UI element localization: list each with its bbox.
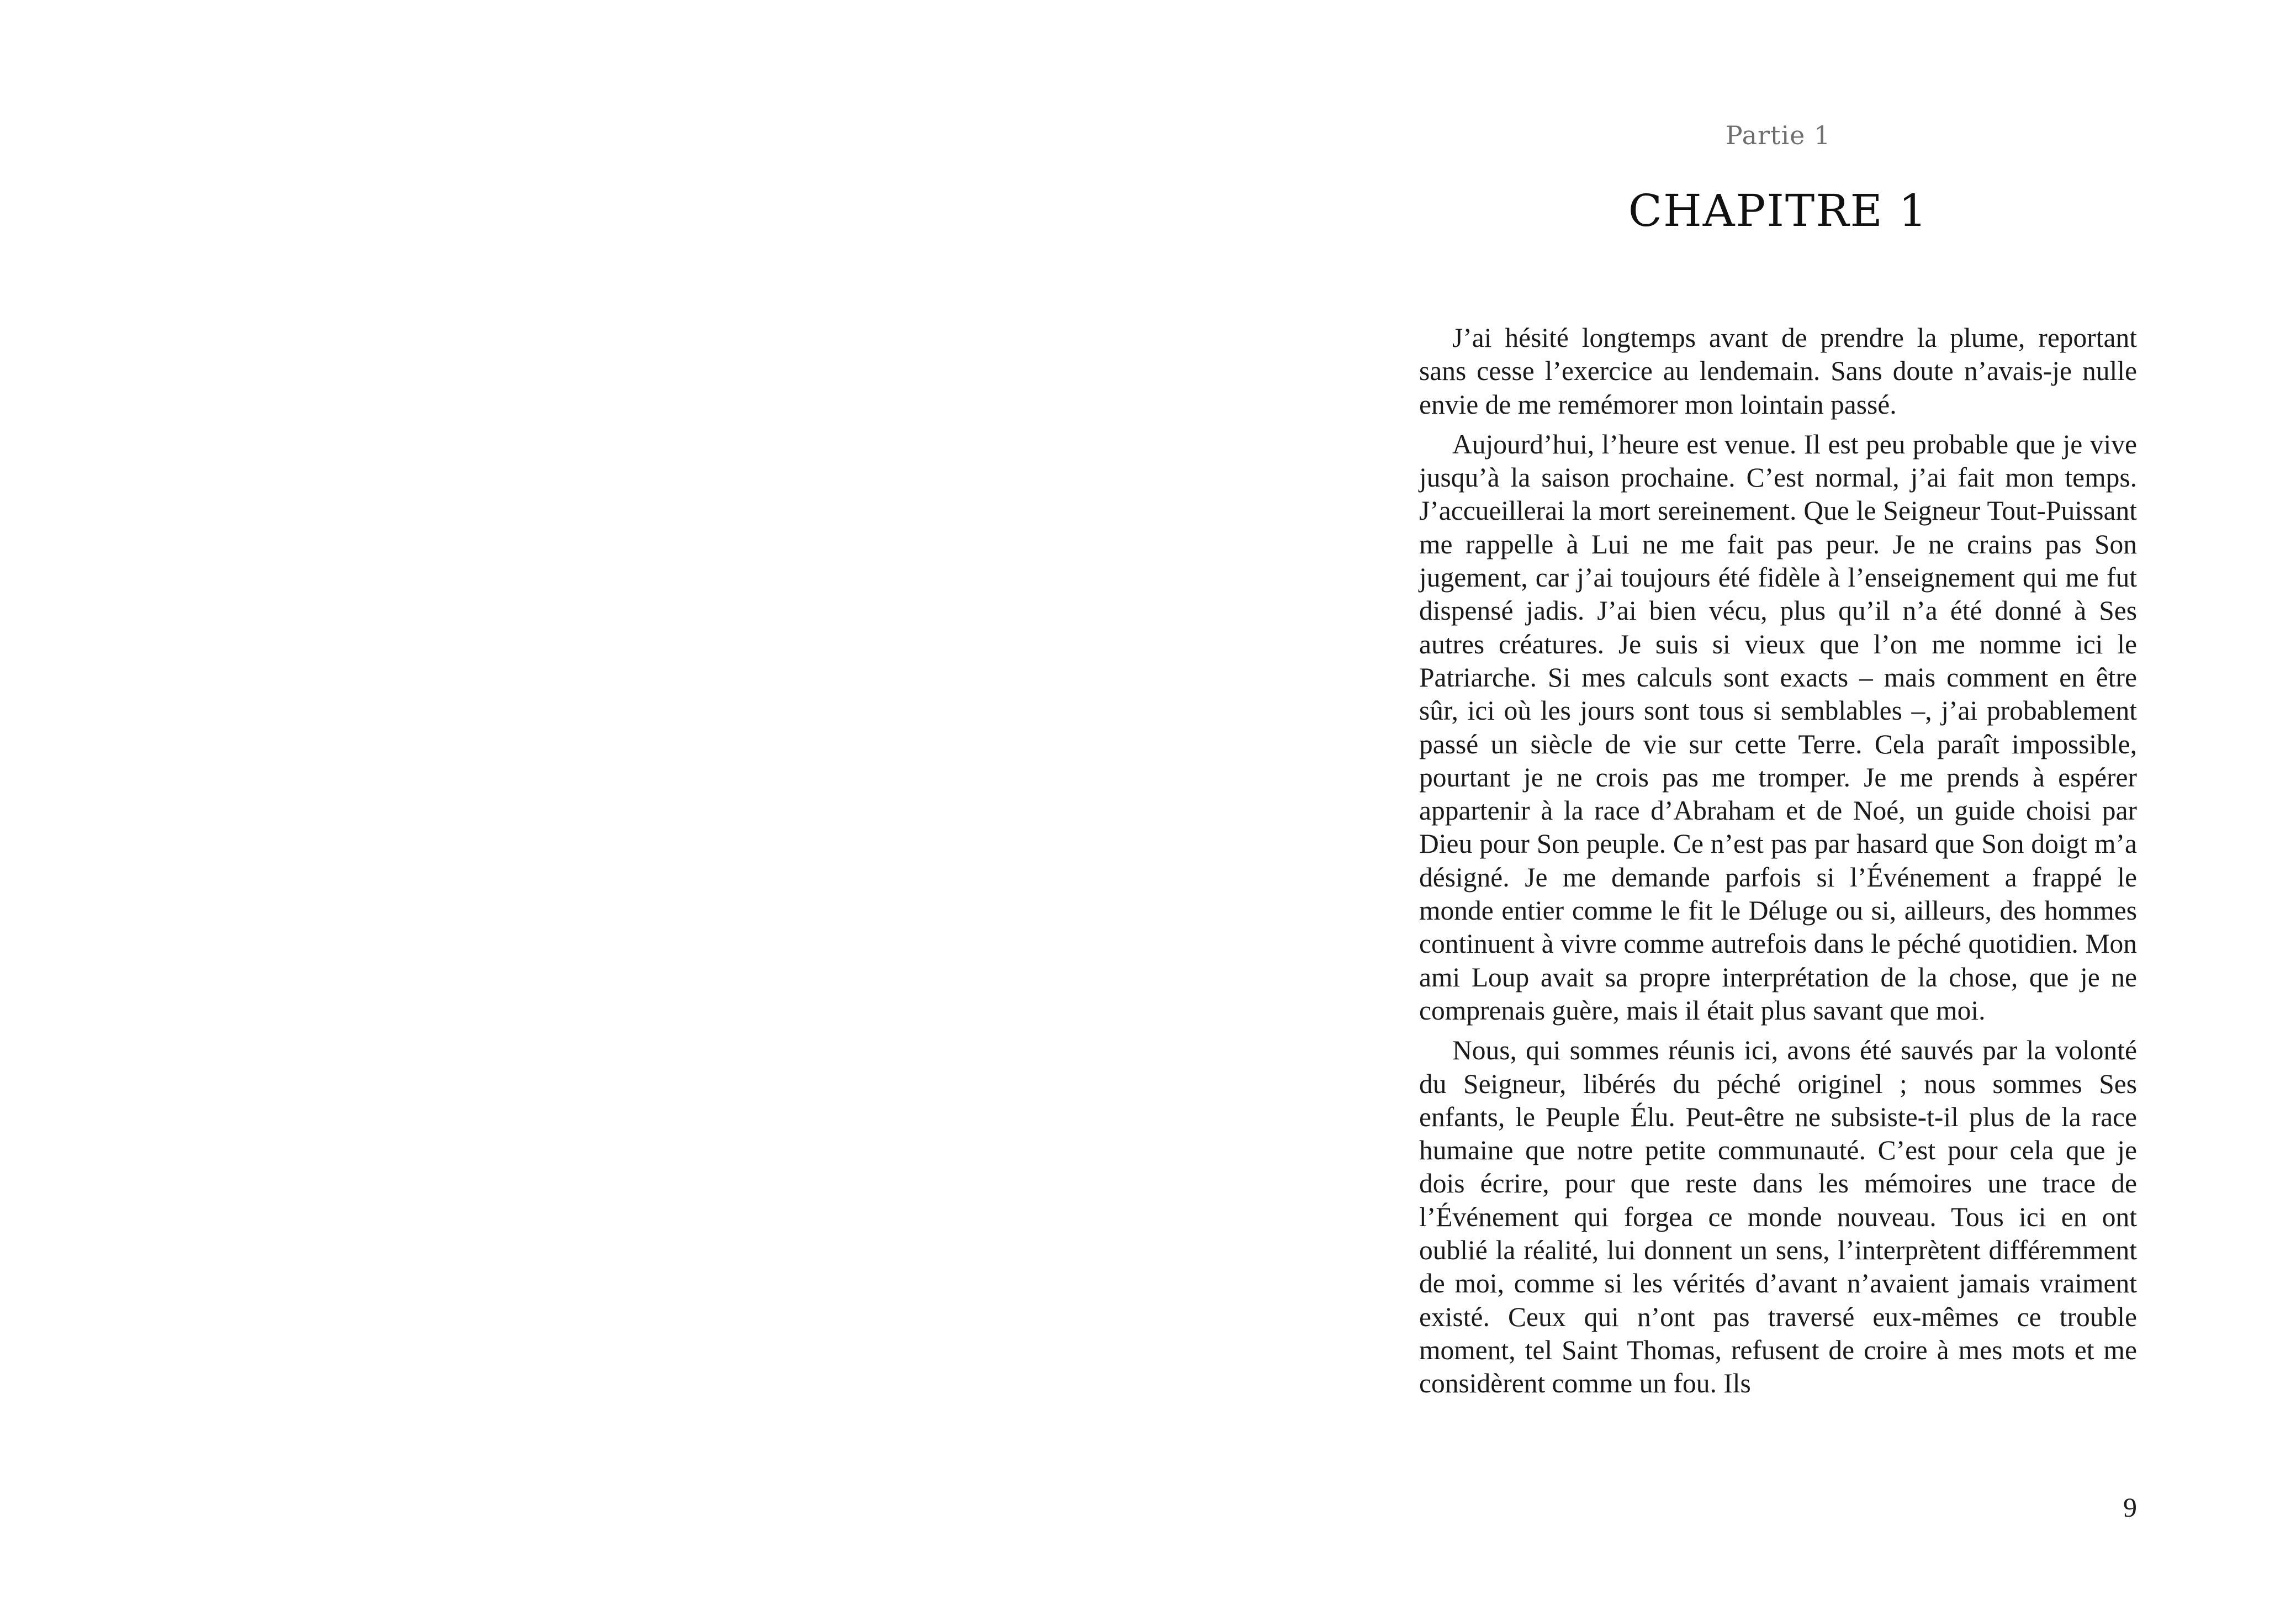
chapter-title: CHAPITRE 1 <box>1628 185 1928 236</box>
paragraph: Aujourd’hui, l’heure est venue. Il est peu probable que je vive jusqu’à la saison prochaine. C’est normal, j’ai fait mon temps. J’accueillerai la mort sereinement. Que le Seigneur Tout-Puissant me rappelle à Lui ne me fait pas peur. Je ne crains pas Son jugement, car j’ai toujours été fidèle à l’enseignement qui me fut dispensé jadis. J’ai bien vécu, plus qu’il n’a été donné à Ses autres créatures. Je suis si vieux que l’on me nomme ici le Patriarche. Si mes calculs sont exacts – mais comment en être sûr, ici où les jours sont tous si semblables –, j’ai probablement passé un siècle de vie sur cette Terre. Cela paraît impossible, pourtant je ne crois pas me tromper. Je me prends à espérer appartenir à la race d’Abraham et de Noé, un guide choisi par Dieu pour Son peuple. Ce n’est pas par hasard que Son doigt m’a désigné. Je me demande parfois si l’Événement a frappé le monde entier comme le fit le Déluge ou si, ailleurs, des hommes continuent à vivre comme autrefois dans le péché quotidien. Mon ami Loup avait sa propre interprétation de la chose, que je ne comprenais guère, mais il était plus savant que moi. <box>1419 429 2137 1026</box>
chapter-body <box>1419 321 2137 1401</box>
page-number: 9 <box>2123 1492 2137 1523</box>
paragraph: J’ai hésité longtemps avant de prendre la plume, reportant sans cesse l’exercice au lendemain. Sans doute n’avais-je nulle envie de me remémorer mon lointain passé. <box>1419 323 2137 420</box>
part-label: Partie 1 <box>1725 120 1831 150</box>
paragraph: Nous, qui sommes réunis ici, avons été sauvés par la volonté du Seigneur, libérés du péché originel ; nous sommes Ses enfants, le Peuple Élu. Peut-être ne subsiste-t-il plus de la race humaine que notre petite communauté. C’est pour cela que je dois écrire, pour que reste dans les mémoires une trace de l’Événement qui forgea ce monde nouveau. Tous ici en ont oublié la réalité, lui donnent un sens, l’interprètent différemment de moi, comme si les vérités d’avant n’avaient jamais vraiment existé. Ceux qui n’ont pas traversé eux-mêmes ce trouble moment, tel Saint Thomas, refusent de croire à mes mots et me considèrent comme un fou. Ils <box>1419 1035 2137 1399</box>
